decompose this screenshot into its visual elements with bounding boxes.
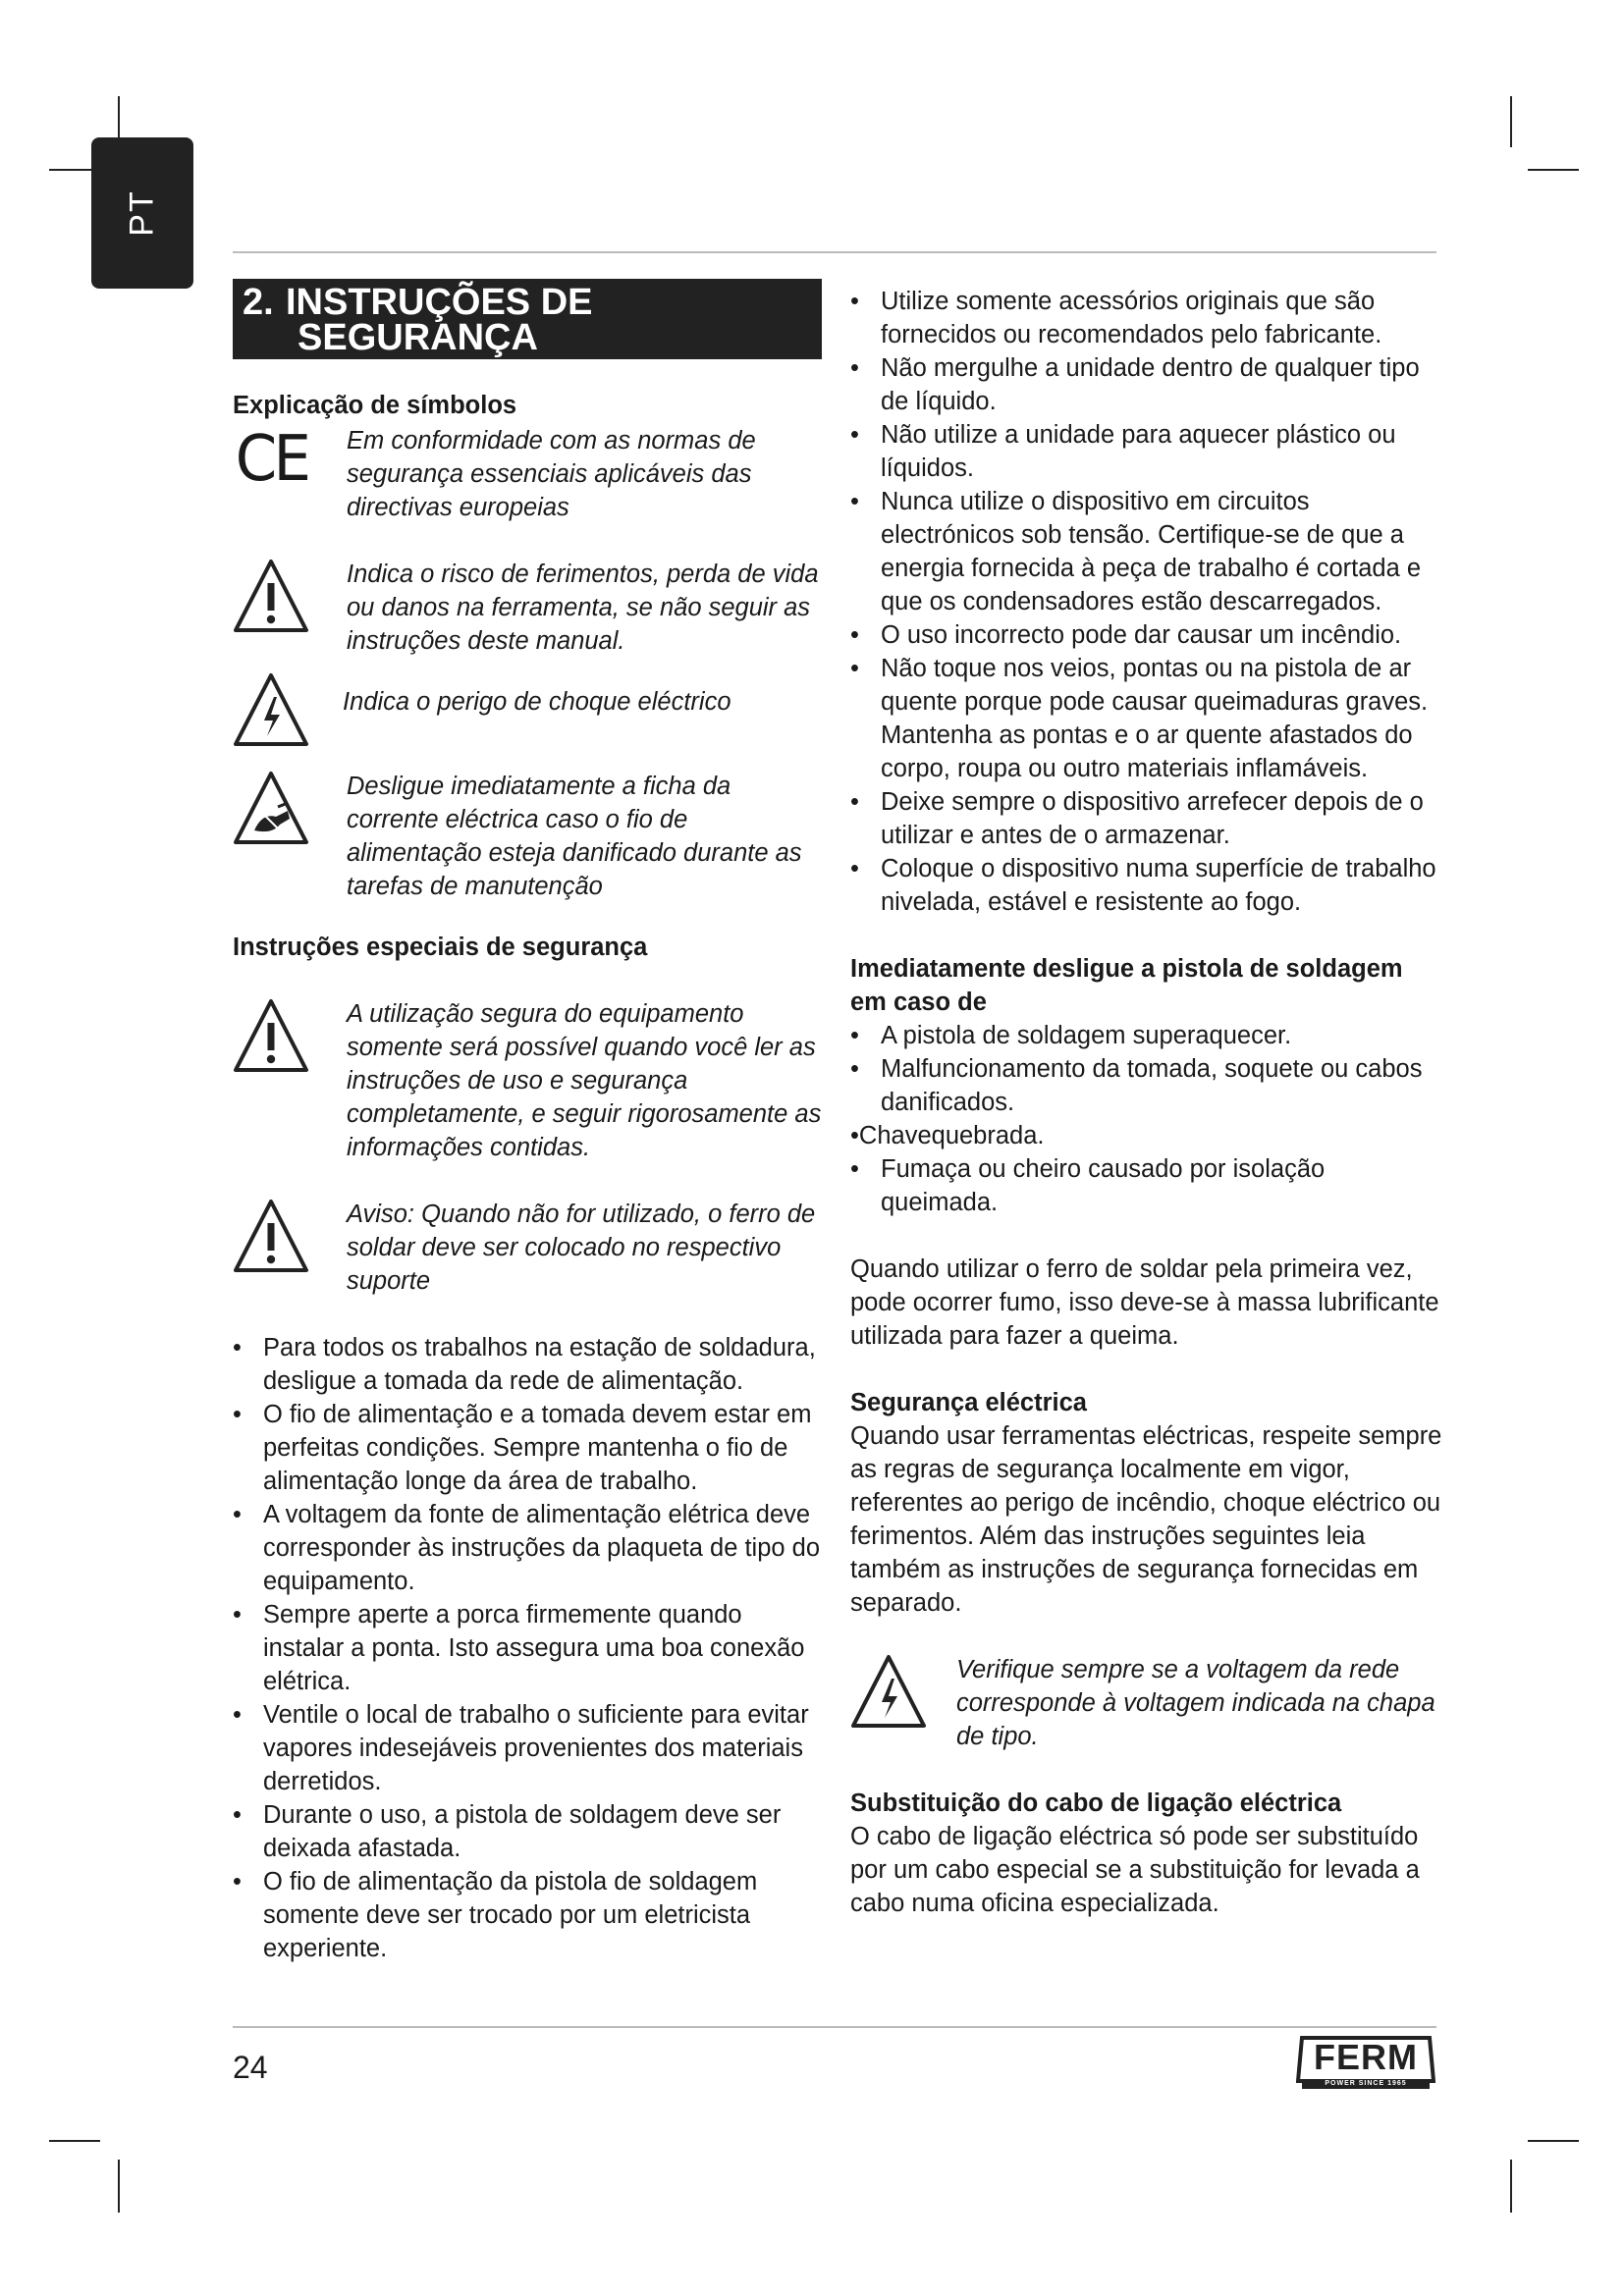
left-column (233, 279, 822, 1965)
bullet: • (233, 1701, 242, 1729)
section-title (233, 279, 822, 359)
symbol-text: Indica o risco de ferimentos, perda de vida ou danos na ferramenta, se não seguir as instruções deste manual. (347, 561, 819, 655)
bullet: • (233, 1401, 242, 1428)
symbol-row-warning (233, 558, 822, 658)
list-item: • Não toque nos veios, pontas ou na pistola de ar quente porque pode causar queimaduras graves. Mantenha as pontas e o ar quente afastados do corpo, roupa ou outro materiais inflamáveis. (850, 652, 1445, 785)
ce-mark-text: CE (235, 423, 308, 496)
bullet: • (850, 288, 859, 315)
symbols-heading: Explicação de símbolos (233, 392, 517, 419)
crop-mark (1510, 96, 1512, 147)
list-item: • O fio de alimentação da pistola de soldagem somente deve ser trocado por um eletricista experiente. (233, 1865, 822, 1965)
electrical-warning-row (850, 1653, 1445, 1753)
immediate-heading: Imediatamente desligue a pistola de soldagem em caso de (850, 955, 1403, 1016)
immediate-bullet-list (850, 1019, 1445, 1219)
bullet: • (850, 1155, 859, 1183)
electric-shock-icon (233, 671, 343, 748)
crop-mark (1528, 2140, 1579, 2142)
page-number: 24 (233, 2050, 268, 2085)
bullet: • (850, 655, 859, 682)
list-item: • Durante o uso, a pistola de soldagem deve ser deixada afastada. (233, 1798, 822, 1865)
ce-mark-icon (233, 423, 343, 496)
crop-mark (118, 2160, 120, 2213)
bullet: • (233, 1868, 242, 1896)
section-title-line1: INSTRUÇÕES DE (286, 282, 593, 323)
brand-name: FERM (1314, 2037, 1418, 2077)
bullet: • (233, 1334, 242, 1362)
list-item: • O uso incorrecto pode dar causar um incêndio. (850, 618, 1445, 652)
bullet: • (850, 354, 859, 382)
electrical-warning-text: Verifique sempre se a voltagem da rede corresponde à voltagem indicada na chapa de tipo. (956, 1656, 1435, 1750)
symbol-row-unplug (233, 770, 822, 903)
list-item: • Coloque o dispositivo numa superfície de trabalho nivelada, estável e resistente ao fogo. (850, 852, 1445, 919)
first-use-text: Quando utilizar o ferro de soldar pela primeira vez, pode ocorrer fumo, isso deve-se à massa lubrificante utilizada para fazer a queima. (850, 1255, 1439, 1350)
brand-logo (1296, 2034, 1435, 2091)
special-warning-row (233, 997, 822, 1164)
bullet: • (850, 1022, 859, 1049)
symbol-text: Indica o perigo de choque eléctrico (343, 688, 731, 716)
header-rule (233, 251, 1436, 253)
bullet: • (850, 1055, 859, 1083)
list-item: • A pistola de soldagem superaquecer. (850, 1019, 1445, 1052)
list-item: • Ventile o local de trabalho o suficiente para evitar vapores indesejáveis provenientes dos materiais derretidos. (233, 1698, 822, 1798)
cable-heading: Substituição do cabo de ligação eléctrica (850, 1789, 1342, 1817)
symbol-row-shock (233, 671, 822, 748)
language-tab (91, 137, 193, 289)
right-column (850, 285, 1445, 1920)
unplug-icon (233, 770, 343, 846)
list-item: • Sempre aperte a porca firmemente quando instalar a ponta. Isto assegura uma boa conexão elétrica. (233, 1598, 822, 1698)
special-bullet-list (233, 1331, 822, 1965)
language-tab-label: PT (123, 189, 161, 237)
electrical-heading: Segurança eléctrica (850, 1389, 1087, 1416)
list-item: • Para todos os trabalhos na estação de soldadura, desligue a tomada da rede de alimentação. (233, 1331, 822, 1398)
special-heading: Instruções especiais de segurança (233, 934, 648, 961)
symbol-row-ce (233, 424, 822, 524)
list-item: • A voltagem da fonte de alimentação elétrica deve corresponder às instruções da plaqueta de tipo do equipamento. (233, 1498, 822, 1598)
bullet: • (233, 1801, 242, 1829)
list-item: • Deixe sempre o dispositivo arrefecer depois de o utilizar e antes de o armazenar. (850, 785, 1445, 852)
list-item: • O fio de alimentação e a tomada devem estar em perfeitas condições. Sempre mantenha o fio de alimentação longe da área de trabalho. (233, 1398, 822, 1498)
list-item: • Utilize somente acessórios originais que são fornecidos ou recomendados pelo fabricante. (850, 285, 1445, 351)
warning-icon (233, 997, 343, 1074)
cable-text: O cabo de ligação eléctrica só pode ser substituído por um cabo especial se a substituição for levada a cabo numa oficina especializada. (850, 1823, 1420, 1917)
footer-rule (233, 2026, 1436, 2028)
bullet: • (850, 788, 859, 816)
list-item: • Malfuncionamento da tomada, soquete ou cabos danificados. (850, 1052, 1445, 1119)
list-item: • Nunca utilize o dispositivo em circuitos electrónicos sob tensão. Certifique-se de que a energia fornecida à peça de trabalho é cortada e que os condensadores estão descarregados. (850, 485, 1445, 618)
bullet: • (850, 855, 859, 882)
special-warning-row (233, 1198, 822, 1298)
bullet: • (850, 421, 859, 449)
symbol-text: Em conformidade com as normas de segurança essenciais aplicáveis das directivas europeias (347, 427, 756, 521)
section-title-line2: SEGURANÇA (298, 317, 538, 358)
list-item: • Não utilize a unidade para aquecer plástico ou líquidos. (850, 418, 1445, 485)
special-warning-text: A utilização segura do equipamento somente será possível quando você ler as instruções de uso e segurança completamente, e seguir rigorosamente as informações contidas. (347, 1000, 822, 1161)
special-warning-text: Aviso: Quando não for utilizado, o ferro de soldar deve ser colocado no respectivo suporte (347, 1201, 816, 1295)
electrical-text: Quando usar ferramentas eléctricas, respeite sempre as regras de segurança localmente em vigor, referentes ao perigo de incêndio, choque eléctrico ou ferimentos. Além das instruções seguintes leia também as instruções de segurança fornecidas em separado. (850, 1422, 1442, 1617)
bullet: • (850, 488, 859, 515)
list-item: • Fumaça ou cheiro causado por isolação queimada. (850, 1152, 1445, 1219)
bullet: • (233, 1601, 242, 1629)
crop-mark (49, 2140, 100, 2142)
right-bullet-list (850, 285, 1445, 919)
list-item: • Não mergulhe a unidade dentro de qualquer tipo de líquido. (850, 351, 1445, 418)
brand-tagline: POWER SINCE 1965 (1325, 2080, 1407, 2087)
symbol-text: Desligue imediatamente a ficha da corrente eléctrica caso o fio de alimentação esteja danificado durante as tarefas de manutenção (347, 773, 802, 900)
warning-icon (233, 558, 343, 634)
warning-icon (233, 1198, 343, 1274)
bullet: • (850, 621, 859, 649)
crop-mark (1528, 169, 1579, 171)
bullet: • (233, 1501, 242, 1528)
list-item: •Chavequebrada. (850, 1122, 1045, 1149)
electric-shock-icon (850, 1653, 956, 1730)
section-number: 2. (243, 282, 274, 323)
crop-mark (1510, 2160, 1512, 2213)
